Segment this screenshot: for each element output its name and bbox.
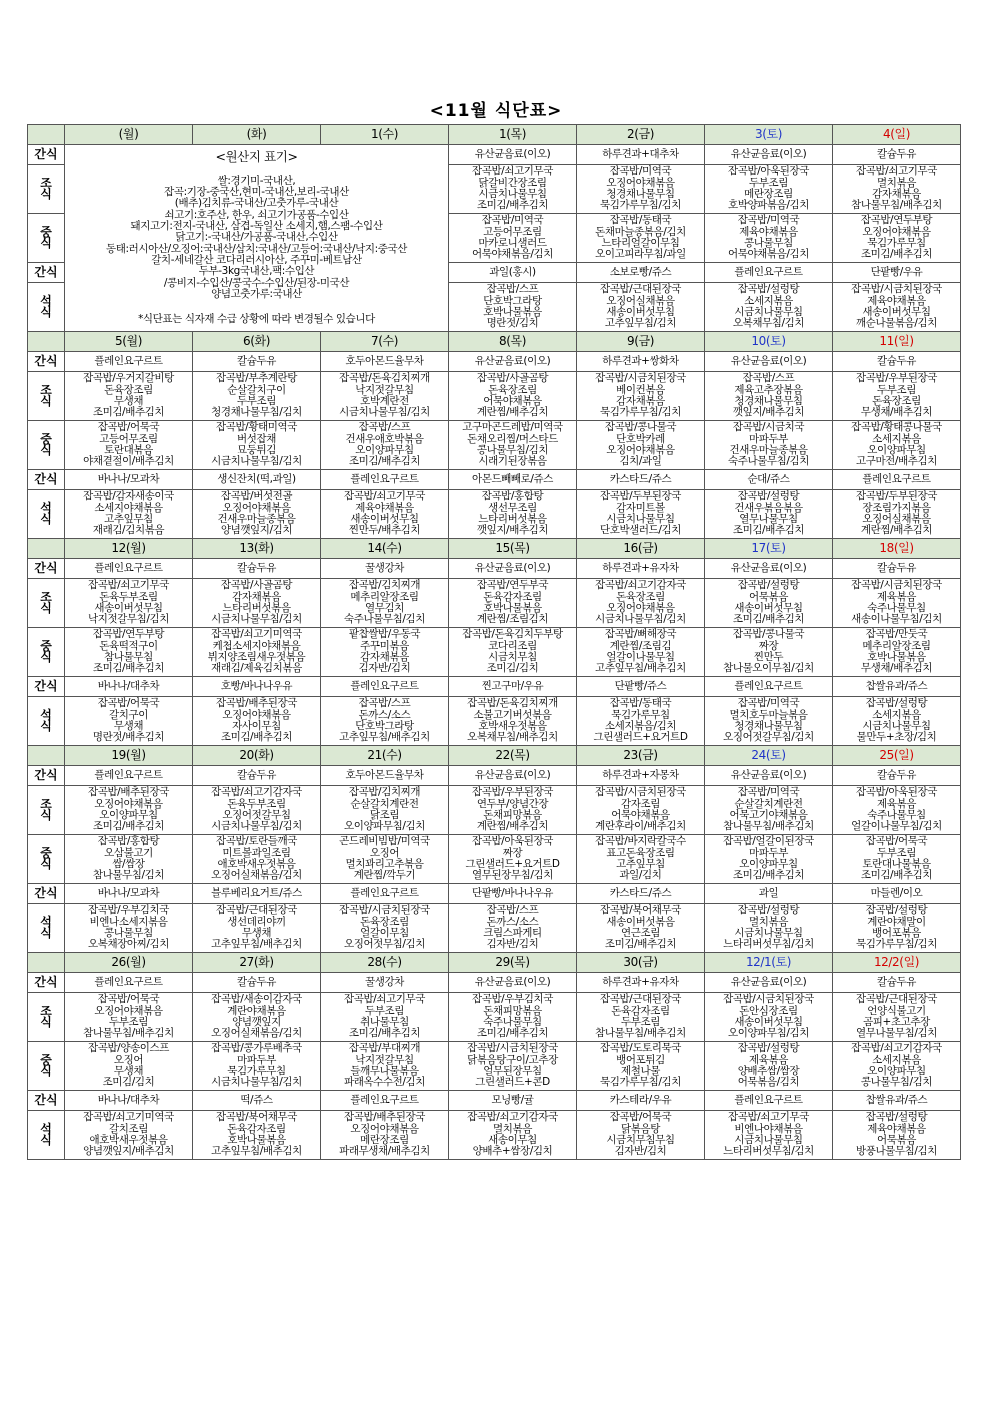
morning-snack-menu-cell: 유산균음료(이오) bbox=[705, 145, 833, 165]
morning-snack-menu-cell: 칼슘두유 bbox=[193, 973, 321, 993]
breakfast-menu-cell: 잡곡밥/우부김치국 돈채피망볶음 숙주나물무침 조미김/배추김치 bbox=[449, 993, 577, 1042]
day-header: 20(화) bbox=[193, 746, 321, 766]
morning-snack-menu-cell: 유산균음료(이오) bbox=[449, 766, 577, 786]
origin-notice-line: 돼지고기:전지-국내산, 삼겹-독일산 소세지,햄,스팸-수입산 bbox=[130, 220, 383, 233]
meal-label-lunch: 중 식 bbox=[28, 835, 65, 884]
lunch-menu-cell: 잡곡밥/쇠고기감자국 소세지볶음 오이양파무침 콩나물무침/김치 bbox=[833, 1042, 961, 1091]
lunch-menu-cell: 잡곡밥/뼈해장국 계란찜/조림김 얼갈이나물무침 고추잎무침/배추김치 bbox=[577, 628, 705, 677]
meal-label-dinner: 석 식 bbox=[28, 697, 65, 746]
origin-notice-line: 닭고기:-국내산/가공품-국내산,수입산 bbox=[175, 231, 338, 244]
meal-label-breakfast: 조 식 bbox=[28, 786, 65, 835]
meal-label-lunch: 중 식 bbox=[28, 421, 65, 470]
lunch-row bbox=[28, 421, 961, 470]
day-header: 14(수) bbox=[321, 539, 449, 559]
day-header: 19(월) bbox=[65, 746, 193, 766]
day-header: 1(목) bbox=[449, 125, 577, 145]
lunch-menu-cell: 잡곡밥/아욱된장국 짜장 그린샐러드+요거트D 열무된장무침/김치 bbox=[449, 835, 577, 884]
afternoon-snack-menu-cell: 바나나/모과차 bbox=[65, 884, 193, 904]
meal-label-breakfast: 조 식 bbox=[28, 165, 65, 214]
header-corner bbox=[28, 125, 65, 145]
lunch-menu-cell: 잡곡밥/홍합탕 오삼불고기 쌈/쌈장 참나물무침/김치 bbox=[65, 835, 193, 884]
afternoon-snack-row bbox=[28, 677, 961, 697]
morning-snack-menu-cell: 칼슘두유 bbox=[833, 352, 961, 372]
meal-label-lunch: 중 식 bbox=[28, 214, 65, 263]
breakfast-menu-cell: 잡곡밥/아욱된장국 제육볶음 숙주나물무침 얼갈이나물무침/김치 bbox=[833, 786, 961, 835]
breakfast-menu-cell: 잡곡밥/시금치된장국 베이컨볶음 감자채볶음 묵김가루무침/김치 bbox=[577, 372, 705, 421]
breakfast-menu-cell: 잡곡밥/사골곰탕 돈육장조림 어묵야채볶음 계란찜/배추김치 bbox=[449, 372, 577, 421]
origin-notice-title: <원산지 표기> bbox=[215, 148, 298, 164]
header-corner bbox=[28, 746, 65, 766]
breakfast-row bbox=[28, 372, 961, 421]
breakfast-menu-cell: 잡곡밥/배추된장국 오징어야채볶음 오이양파무침 조미김/배추김치 bbox=[65, 786, 193, 835]
afternoon-snack-menu-cell: 찹쌀유과/쥬스 bbox=[833, 677, 961, 697]
afternoon-snack-menu-cell: 모닝빵/귤 bbox=[449, 1091, 577, 1111]
morning-snack-menu-cell: 유산균음료(이오) bbox=[705, 973, 833, 993]
morning-snack-menu-cell: 꿀생강차 bbox=[321, 973, 449, 993]
dinner-menu-cell: 잡곡밥/감자새송이국 소세지야채볶음 고추잎무침 재래김/김치볶음 bbox=[65, 490, 193, 539]
day-header: 12/2(일) bbox=[833, 953, 961, 973]
morning-snack-menu-cell: 유산균음료(이오) bbox=[705, 559, 833, 579]
morning-snack-menu-cell: 하루견과+유자차 bbox=[577, 973, 705, 993]
day-header: 8(목) bbox=[449, 332, 577, 352]
day-header: 22(목) bbox=[449, 746, 577, 766]
morning-snack-menu-cell: 호두아몬드율무차 bbox=[321, 352, 449, 372]
lunch-row bbox=[28, 628, 961, 677]
meal-label-breakfast: 조 식 bbox=[28, 579, 65, 628]
breakfast-menu-cell: 잡곡밥/김치찌개 순살갈치계란전 닭조림 오이양파무침/김치 bbox=[321, 786, 449, 835]
day-header: 2(금) bbox=[577, 125, 705, 145]
day-header: 4(일) bbox=[833, 125, 961, 145]
afternoon-snack-menu-cell: 찐고구마/우유 bbox=[449, 677, 577, 697]
day-header: 3(토) bbox=[705, 125, 833, 145]
lunch-menu-cell: 잡곡밥/어묵국 두부조림 토란대나물볶음 조미김/배추김치 bbox=[833, 835, 961, 884]
breakfast-menu-cell: 잡곡밥/미역국 오징어야채볶음 청경채나물무침 묵김가루무침/김치 bbox=[577, 165, 705, 214]
breakfast-menu-cell: 잡곡밥/어묵국 오징어야채볶음 두부조림 참나물무침/배추김치 bbox=[65, 993, 193, 1042]
dinner-row bbox=[28, 1111, 961, 1160]
day-header: 6(화) bbox=[193, 332, 321, 352]
breakfast-menu-cell: 잡곡밥/쇠고기감자국 돈육두부조림 오징어젓갈무침 시금치나물무침/김치 bbox=[193, 786, 321, 835]
day-header: (화) bbox=[193, 125, 321, 145]
breakfast-menu-cell: 잡곡밥/우부된장국 연두부/양념간장 돈채피망볶음 계란찜/배추김치 bbox=[449, 786, 577, 835]
breakfast-menu-cell: 잡곡밥/사골곰탕 감자채볶음 느타리버섯볶음 시금치나물무침/김치 bbox=[193, 579, 321, 628]
breakfast-menu-cell: 잡곡밥/쇠고기감자국 돈육장조림 오징어야채볶음 시금치나물무침/김치 bbox=[577, 579, 705, 628]
origin-notice-line: 쇠고기:호주산, 한우, 쇠고기가공품-수입산 bbox=[164, 208, 349, 221]
meal-label-snack: 간식 bbox=[28, 559, 65, 579]
dinner-menu-cell: 잡곡밥/설렁탕 계란야채말이 뱅어포볶음 묵김가루무침/김치 bbox=[833, 904, 961, 953]
lunch-menu-cell: 잡곡밥/양송이스프 오징어 무생채 조미김/김치 bbox=[65, 1042, 193, 1091]
dinner-menu-cell: 잡곡밥/설렁탕 멸치볶음 시금치나물무침 느타리버섯무침/김치 bbox=[705, 904, 833, 953]
header-corner bbox=[28, 953, 65, 973]
dinner-menu-cell: 잡곡밥/스프 단호박그라탕 호박나물볶음 명란젓/김치 bbox=[449, 283, 577, 332]
afternoon-snack-menu-cell: 과일 bbox=[705, 884, 833, 904]
dinner-menu-cell: 잡곡밥/버섯전골 오징어야채볶음 건새우마늘종볶음 양념깻잎지/김치 bbox=[193, 490, 321, 539]
breakfast-menu-cell: 잡곡밥/아욱된장국 두부조림 메란장조림 호박양파볶음/김치 bbox=[705, 165, 833, 214]
afternoon-snack-menu-cell: 플레인요구르트 bbox=[833, 470, 961, 490]
day-header: 23(금) bbox=[577, 746, 705, 766]
afternoon-snack-menu-cell: 플레인요구르트 bbox=[705, 1091, 833, 1111]
afternoon-snack-menu-cell: 카스타드/쥬스 bbox=[577, 470, 705, 490]
dinner-menu-cell: 잡곡밥/돈육김치찌개 소불고기버섯볶음 호박새우젓볶음 오복채무침/배추김치 bbox=[449, 697, 577, 746]
morning-snack-menu-cell: 하루견과+대추차 bbox=[577, 145, 705, 165]
afternoon-snack-row bbox=[28, 884, 961, 904]
header-corner bbox=[28, 332, 65, 352]
lunch-menu-cell: 잡곡밥/콩나물국 짜장 찐만두 참나물오이무침/김치 bbox=[705, 628, 833, 677]
breakfast-menu-cell: 잡곡밥/우부된장국 두부조림 돈육장조림 무생채/배추김치 bbox=[833, 372, 961, 421]
day-header: 12/1(토) bbox=[705, 953, 833, 973]
dinner-menu-cell: 잡곡밥/동태국 묵김가루무침 소세지볶음/김치 그린샐러드+요거트D bbox=[577, 697, 705, 746]
breakfast-menu-cell: 잡곡밥/부추계란탕 순살갈치구이 두부조림 청경채나물무침/김치 bbox=[193, 372, 321, 421]
meal-label-dinner: 석 식 bbox=[28, 283, 65, 332]
day-header: 1(수) bbox=[321, 125, 449, 145]
morning-snack-menu-cell: 칼슘두유 bbox=[833, 766, 961, 786]
afternoon-snack-menu-cell: 바나나/모과차 bbox=[65, 470, 193, 490]
meal-label-snack: 간식 bbox=[28, 263, 65, 283]
afternoon-snack-menu-cell: 카스타드/쥬스 bbox=[577, 884, 705, 904]
breakfast-menu-cell: 잡곡밥/근대된장국 언양식불고기 곰피+초고추장 열무나물무침/김치 bbox=[833, 993, 961, 1042]
afternoon-snack-menu-cell: 소보로빵/쥬스 bbox=[577, 263, 705, 283]
dinner-menu-cell: 잡곡밥/홍합탕 생선무조림 느타리버섯볶음 깻잎지/배추김치 bbox=[449, 490, 577, 539]
morning-snack-row bbox=[28, 973, 961, 993]
week-header-row bbox=[28, 125, 961, 145]
breakfast-menu-cell: 잡곡밥/쇠고기무국 돈육두부조림 새송이버섯무침 낙지젓갈무침/김치 bbox=[65, 579, 193, 628]
morning-snack-menu-cell: 유산균음료(이오) bbox=[449, 559, 577, 579]
origin-notice-line: 쌀:경기미-국내산, bbox=[217, 174, 296, 187]
menu-table bbox=[27, 124, 961, 1160]
breakfast-menu-cell: 잡곡밥/연두부국 돈육감자조림 호박나물볶음 계란찜/조림김치 bbox=[449, 579, 577, 628]
lunch-menu-cell: 팥찹쌀밥/우동국 주꾸미볶음 감자채볶음 김자반/김치 bbox=[321, 628, 449, 677]
dinner-menu-cell: 잡곡밥/근대된장국 생선데리야끼 무생채 고추잎무침/배추김치 bbox=[193, 904, 321, 953]
morning-snack-menu-cell: 칼슘두유 bbox=[833, 145, 961, 165]
morning-snack-menu-cell: 플레인요구르트 bbox=[65, 559, 193, 579]
breakfast-menu-cell: 잡곡밥/돈육김치찌개 낙지젓갈무침 호박계란전 시금치나물무침/김치 bbox=[321, 372, 449, 421]
breakfast-row bbox=[28, 579, 961, 628]
lunch-menu-cell: 잡곡밥/스프 건새우애호박볶음 오이양파무침 조미김/배추김치 bbox=[321, 421, 449, 470]
lunch-menu-cell: 잡곡밥/토란들깨국 미트볼과일조림 애호박새우젓볶음 오징어실채볶음/김치 bbox=[193, 835, 321, 884]
origin-notice-line: 두부-3kg국내산,팩:수입산 bbox=[198, 265, 315, 278]
lunch-menu-cell: 잡곡밥/연두부탕 오징어야채볶음 묵김가루무침 조미김/배추김치 bbox=[833, 214, 961, 263]
day-header: 26(월) bbox=[65, 953, 193, 973]
dinner-menu-cell: 잡곡밥/어묵국 닭볶음탕 시금치무침무침 김자반/김치 bbox=[577, 1111, 705, 1160]
meal-label-snack: 간식 bbox=[28, 1091, 65, 1111]
page-title: <11월 식단표> bbox=[429, 101, 563, 121]
lunch-menu-cell: 잡곡밥/황태콩나물국 소세지볶음 오이양파무침 고구마전/배추김치 bbox=[833, 421, 961, 470]
day-header: 9(금) bbox=[577, 332, 705, 352]
morning-snack-menu-cell: 플레인요구르트 bbox=[65, 973, 193, 993]
dinner-menu-cell: 잡곡밥/스프 돈까스/소스 단호박그라탕 고추잎무침/배추김치 bbox=[321, 697, 449, 746]
lunch-menu-cell: 잡곡밥/쇠고기미역국 케첩소세지야채볶음 뷔지양조림새우젓볶음 재래김/제육김치볶음 bbox=[193, 628, 321, 677]
afternoon-snack-menu-cell: 과일(홍시) bbox=[449, 263, 577, 283]
week-header-row bbox=[28, 539, 961, 559]
week-header-row bbox=[28, 953, 961, 973]
breakfast-menu-cell: 잡곡밥/김치찌개 메추리알장조림 열무김치 숙주나물무침/김치 bbox=[321, 579, 449, 628]
origin-notice-line: 갈치-세네갈산 코다리러시아산, 주꾸미-베트남산 bbox=[151, 253, 362, 266]
morning-snack-menu-cell: 꿀생강차 bbox=[321, 559, 449, 579]
day-header: 13(화) bbox=[193, 539, 321, 559]
afternoon-snack-menu-cell: 호빵/바나나우유 bbox=[193, 677, 321, 697]
day-header: 30(금) bbox=[577, 953, 705, 973]
dinner-menu-cell: 잡곡밥/북어채무국 새송이버섯볶음 연근조림 조미김/배추김치 bbox=[577, 904, 705, 953]
breakfast-menu-cell: 잡곡밥/시금치된장국 돈안심장조림 새송이버섯무침 오이양파무침/김치 bbox=[705, 993, 833, 1042]
morning-snack-menu-cell: 칼슘두유 bbox=[193, 766, 321, 786]
breakfast-menu-cell: 잡곡밥/쇠고기무국 멸치볶음 감자채볶음 참나물무침/배추김치 bbox=[833, 165, 961, 214]
lunch-menu-cell: 잡곡밥/콩가루배추국 마파두부 묵김가루무침 시금치나물무침/김치 bbox=[193, 1042, 321, 1091]
origin-notice-line: 동태:러시아산/오징어:국내산/삼치:국내산/고등어:국내산/낙지:중국산 bbox=[105, 242, 408, 255]
morning-snack-menu-cell: 칼슘두유 bbox=[833, 973, 961, 993]
lunch-menu-cell: 잡곡밥/시금치국 마파두부 건새우마늘종볶음 숙주나물무침/김치 bbox=[705, 421, 833, 470]
day-header: 28(수) bbox=[321, 953, 449, 973]
afternoon-snack-menu-cell: 바나나/대추차 bbox=[65, 1091, 193, 1111]
day-header: 12(월) bbox=[65, 539, 193, 559]
breakfast-menu-cell: 잡곡밥/근대된장국 돈육감자조림 두부조림 참나물무침/배추김치 bbox=[577, 993, 705, 1042]
morning-snack-menu-cell: 호두아몬드율무차 bbox=[321, 766, 449, 786]
dinner-row bbox=[28, 697, 961, 746]
afternoon-snack-menu-cell: 플레인요구르트 bbox=[321, 470, 449, 490]
dinner-menu-cell: 잡곡밥/북어채무국 돈육감자조림 호박나물볶음 고추잎무침/배추김치 bbox=[193, 1111, 321, 1160]
afternoon-snack-menu-cell: 플레인요구르트 bbox=[321, 884, 449, 904]
lunch-menu-cell: 잡곡밥/황태미역국 버섯잡채 묘둥튀김 시금치나물무침/김치 bbox=[193, 421, 321, 470]
morning-snack-menu-cell: 칼슘두유 bbox=[193, 559, 321, 579]
day-header: 5(월) bbox=[65, 332, 193, 352]
morning-snack-menu-cell: 칼슘두유 bbox=[193, 352, 321, 372]
afternoon-snack-menu-cell: 단팥빵/우유 bbox=[833, 263, 961, 283]
afternoon-snack-menu-cell: 플레인요구르트 bbox=[321, 677, 449, 697]
afternoon-snack-menu-cell: 단팥빵/쥬스 bbox=[577, 677, 705, 697]
afternoon-snack-row bbox=[28, 470, 961, 490]
morning-snack-row bbox=[28, 559, 961, 579]
breakfast-menu-cell: 잡곡밥/쇠고기무국 두부조림 취나물무침 조미김/배추김치 bbox=[321, 993, 449, 1042]
morning-snack-menu-cell: 하루견과+유자차 bbox=[577, 559, 705, 579]
origin-notice-line: /콩비지-수입산/콩국수-수입산/된장-미국산 bbox=[163, 276, 350, 289]
dinner-menu-cell: 잡곡밥/설렁탕 소세지볶음 시금치나물무침 오복채무침/김치 bbox=[705, 283, 833, 332]
dinner-menu-cell: 잡곡밥/두부된장국 감자미트볼 시금치나물무침 단호박샐러드/김치 bbox=[577, 490, 705, 539]
dinner-menu-cell: 잡곡밥/배추된장국 오징어야채볶음 메란장조림 파래무생채/배추김치 bbox=[321, 1111, 449, 1160]
morning-snack-menu-cell: 하루견과+쌍화차 bbox=[577, 352, 705, 372]
lunch-menu-cell: 잡곡밥/만둣국 메추리알장조림 호박나물볶음 무생채/배추김치 bbox=[833, 628, 961, 677]
header-corner bbox=[28, 539, 65, 559]
dinner-menu-cell: 잡곡밥/근대된장국 오징어실채볶음 새송이버섯무침 고추잎무침/김치 bbox=[577, 283, 705, 332]
day-header: 7(수) bbox=[321, 332, 449, 352]
lunch-menu-cell: 잡곡밥/시금치된장국 닭볶음탕구이/고추장 얼무된장무침 그린샐러드+콘D bbox=[449, 1042, 577, 1091]
meal-label-dinner: 석 식 bbox=[28, 490, 65, 539]
morning-snack-menu-cell: 칼슘두유 bbox=[833, 559, 961, 579]
dinner-menu-cell: 잡곡밥/어묵국 갈치구이 무생채 명란젓/배추김치 bbox=[65, 697, 193, 746]
dinner-menu-cell: 잡곡밥/미역국 멸치호두마늘볶음 청경채나물무침 오징어젓갈무침/김치 bbox=[705, 697, 833, 746]
day-header: 24(토) bbox=[705, 746, 833, 766]
dinner-menu-cell: 잡곡밥/쇠고기무국 제육야채볶음 새송이버섯무침 찐만두/배추김치 bbox=[321, 490, 449, 539]
day-header: (월) bbox=[65, 125, 193, 145]
afternoon-snack-menu-cell: 찹쌀유과/쥬스 bbox=[833, 1091, 961, 1111]
afternoon-snack-menu-cell: 생신잔치(떡,과일) bbox=[193, 470, 321, 490]
afternoon-snack-menu-cell: 떡/쥬스 bbox=[193, 1091, 321, 1111]
breakfast-row bbox=[28, 993, 961, 1042]
dinner-menu-cell: 잡곡밥/두부된장국 장조림가지볶음 오징어실채볶음 계란찜/배추김치 bbox=[833, 490, 961, 539]
meal-label-snack: 간식 bbox=[28, 145, 65, 165]
lunch-menu-cell: 잡곡밥/미역국 제육야채볶음 콩나물무침 어묵야채볶음/김치 bbox=[705, 214, 833, 263]
dinner-menu-cell: 잡곡밥/쇠고기감자국 멸치볶음 새송이무침 양배추+쌈장/김치 bbox=[449, 1111, 577, 1160]
afternoon-snack-menu-cell: 블루베리요거트/쥬스 bbox=[193, 884, 321, 904]
day-header: 10(토) bbox=[705, 332, 833, 352]
meal-label-snack: 간식 bbox=[28, 677, 65, 697]
afternoon-snack-menu-cell: 플레인요구르트 bbox=[705, 677, 833, 697]
dinner-menu-cell: 잡곡밥/쇠고기무국 비엔나야채볶음 시금치나물무침 느타리버섯무침/김치 bbox=[705, 1111, 833, 1160]
breakfast-menu-cell: 잡곡밥/시금치된장국 제육볶음 숙주나물무침 새송이나물무침/김치 bbox=[833, 579, 961, 628]
morning-snack-row bbox=[28, 145, 961, 165]
lunch-menu-cell: 잡곡밥/설렁탕 제육볶음 양배추쌈/쌈장 어묵볶음/김치 bbox=[705, 1042, 833, 1091]
day-header: 29(목) bbox=[449, 953, 577, 973]
week-header-row bbox=[28, 332, 961, 352]
lunch-menu-cell: 잡곡밥/돈육김치두부탕 코다리조림 시금치무침 조미김/김치 bbox=[449, 628, 577, 677]
lunch-menu-cell: 잡곡밥/동태국 돈채마늘종볶음/김치 느타리얼갈이무침 오이고피라무침/과일 bbox=[577, 214, 705, 263]
afternoon-snack-menu-cell: 플레인요구르트 bbox=[705, 263, 833, 283]
dinner-menu-cell: 잡곡밥/설렁탕 건새우볶음볶음 열무나물무침 조미김/배추김치 bbox=[705, 490, 833, 539]
dinner-menu-cell: 잡곡밥/쇠고기미역국 갈치조림 애호박새우젓볶음 양념깻잎지/배추김치 bbox=[65, 1111, 193, 1160]
afternoon-snack-menu-cell: 순대/쥬스 bbox=[705, 470, 833, 490]
origin-notice bbox=[65, 145, 449, 332]
morning-snack-menu-cell: 유산균음료(이오) bbox=[449, 352, 577, 372]
dinner-menu-cell: 잡곡밥/시금치된장국 돈육장조림 얼갈이무침 오징어젓무침/김치 bbox=[321, 904, 449, 953]
dinner-menu-cell: 잡곡밥/시금치된장국 제육야채볶음 새송이버섯무침 깨순나물볶음/김치 bbox=[833, 283, 961, 332]
meal-label-lunch: 중 식 bbox=[28, 1042, 65, 1091]
lunch-menu-cell: 고구마곤드레밥/미역국 돈채오리찜/머스타드 콩나물무침/김치 시래기된장볶음 bbox=[449, 421, 577, 470]
lunch-menu-cell: 잡곡밥/어묵국 고등어무조림 토란대볶음 야채곁절이/배추김치 bbox=[65, 421, 193, 470]
breakfast-menu-cell: 잡곡밥/우거지갈비탕 돈육장조림 무생채 조미김/배추김치 bbox=[65, 372, 193, 421]
meal-label-dinner: 석 식 bbox=[28, 1111, 65, 1160]
dinner-row bbox=[28, 904, 961, 953]
meal-label-snack: 간식 bbox=[28, 884, 65, 904]
lunch-row bbox=[28, 835, 961, 884]
morning-snack-menu-cell: 유산균음료(이오) bbox=[449, 973, 577, 993]
afternoon-snack-menu-cell: 아몬드빼빼로/쥬스 bbox=[449, 470, 577, 490]
day-header: 21(수) bbox=[321, 746, 449, 766]
meal-label-snack: 간식 bbox=[28, 352, 65, 372]
afternoon-snack-menu-cell: 바나나/대추차 bbox=[65, 677, 193, 697]
morning-snack-menu-cell: 플레인요구르트 bbox=[65, 352, 193, 372]
origin-notice-line: 양념고춧가루:국내산 bbox=[211, 287, 302, 300]
dinner-menu-cell: 잡곡밥/설렁탕 소세지볶음 시금치나물무침 물만두+초장/김치 bbox=[833, 697, 961, 746]
lunch-menu-cell: 잡곡밥/부대찌개 낙지젓갈무침 들깨무나물볶음 파래옥수수전/김치 bbox=[321, 1042, 449, 1091]
morning-snack-menu-cell: 유산균음료(이오) bbox=[705, 352, 833, 372]
morning-snack-row bbox=[28, 352, 961, 372]
afternoon-snack-menu-cell: 마들렌/이오 bbox=[833, 884, 961, 904]
breakfast-menu-cell: 잡곡밥/스프 제육고추장볶음 청경채나물무침 깻잎지/배추김치 bbox=[705, 372, 833, 421]
lunch-menu-cell: 잡곡밥/미역국 고등어무조림 마카로니샐러드 어묵야채볶음/김치 bbox=[449, 214, 577, 263]
afternoon-snack-menu-cell: 카스테라/우유 bbox=[577, 1091, 705, 1111]
origin-notice-footer: *식단표는 식자재 수급 상황에 따라 변경될수 있습니다 bbox=[138, 313, 375, 326]
dinner-row bbox=[28, 490, 961, 539]
day-header: 18(일) bbox=[833, 539, 961, 559]
lunch-menu-cell: 잡곡밥/도토리묵국 뱅어포튀김 제철나물 묵김가루무침/김치 bbox=[577, 1042, 705, 1091]
morning-snack-menu-cell: 유산균음료(이오) bbox=[705, 766, 833, 786]
meal-label-breakfast: 조 식 bbox=[28, 372, 65, 421]
breakfast-menu-cell: 잡곡밥/새송이감자국 계란야채볶음 양념깻잎지 오징어실채볶음/김치 bbox=[193, 993, 321, 1042]
origin-notice-line: (배추)김치류-국내산/고춧가루-국내산 bbox=[174, 197, 339, 210]
lunch-menu-cell: 잡곡밥/콩나물국 단호박카레 오징어야채볶음 김치/과일 bbox=[577, 421, 705, 470]
day-header: 11(일) bbox=[833, 332, 961, 352]
breakfast-menu-cell: 잡곡밥/시금치된장국 감자조림 어묵야채볶음 계란후라이/배추김치 bbox=[577, 786, 705, 835]
lunch-menu-cell: 곤드레비빔밥/미역국 오징어 멸치꽈리고추볶음 계란찜/깍두기 bbox=[321, 835, 449, 884]
afternoon-snack-menu-cell: 플레인요구르트 bbox=[321, 1091, 449, 1111]
lunch-menu-cell: 잡곡밥/바지락칼국수 표고돈육장조림 고추잎무침 과일/김치 bbox=[577, 835, 705, 884]
meal-label-lunch: 중 식 bbox=[28, 628, 65, 677]
day-header: 15(목) bbox=[449, 539, 577, 559]
dinner-menu-cell: 잡곡밥/스프 돈까스/소스 크림스파게티 김자반/김치 bbox=[449, 904, 577, 953]
lunch-menu-cell: 잡곡밥/얼갈이된장국 마파두부 오이양파무침 조미김/배추김치 bbox=[705, 835, 833, 884]
day-header: 27(화) bbox=[193, 953, 321, 973]
day-header: 17(토) bbox=[705, 539, 833, 559]
breakfast-menu-cell: 잡곡밥/설렁탕 어묵볶음 새송이버섯무침 조미김/배추김치 bbox=[705, 579, 833, 628]
morning-snack-menu-cell: 플레인요구르트 bbox=[65, 766, 193, 786]
dinner-menu-cell: 잡곡밥/우부김치국 비엔나소세지볶음 콩나물무침 오복채장아찌/김치 bbox=[65, 904, 193, 953]
dinner-menu-cell: 잡곡밥/설렁탕 제육야채볶음 어묵볶음 방풍나물무침/김치 bbox=[833, 1111, 961, 1160]
day-header: 25(일) bbox=[833, 746, 961, 766]
lunch-row bbox=[28, 1042, 961, 1091]
morning-snack-row bbox=[28, 766, 961, 786]
dinner-menu-cell: 잡곡밥/배추된장국 오징어야채볶음 자사이무침 조미김/배추김치 bbox=[193, 697, 321, 746]
afternoon-snack-row bbox=[28, 1091, 961, 1111]
breakfast-menu-cell: 잡곡밥/쇠고기무국 닭갈비간장조림 시금치나물무침 조미김/배추김치 bbox=[449, 165, 577, 214]
breakfast-row bbox=[28, 786, 961, 835]
morning-snack-menu-cell: 유산균음료(이오) bbox=[449, 145, 577, 165]
week-header-row bbox=[28, 746, 961, 766]
breakfast-menu-cell: 잡곡밥/미역국 순살갈치계란전 어묵고기야채볶음 참나물무침/배추김치 bbox=[705, 786, 833, 835]
meal-label-snack: 간식 bbox=[28, 973, 65, 993]
meal-label-dinner: 석 식 bbox=[28, 904, 65, 953]
origin-notice-line: 잡곡:기장-중국산,현미-국내산,보리-국내산 bbox=[164, 186, 349, 199]
lunch-menu-cell: 잡곡밥/연두부탕 돈육떡적구이 참나물무침 조미김/배추김치 bbox=[65, 628, 193, 677]
meal-label-snack: 간식 bbox=[28, 766, 65, 786]
meal-label-snack: 간식 bbox=[28, 470, 65, 490]
morning-snack-menu-cell: 하루견과+자몽차 bbox=[577, 766, 705, 786]
afternoon-snack-menu-cell: 단팥빵/바나나우유 bbox=[449, 884, 577, 904]
day-header: 16(금) bbox=[577, 539, 705, 559]
meal-label-breakfast: 조 식 bbox=[28, 993, 65, 1042]
